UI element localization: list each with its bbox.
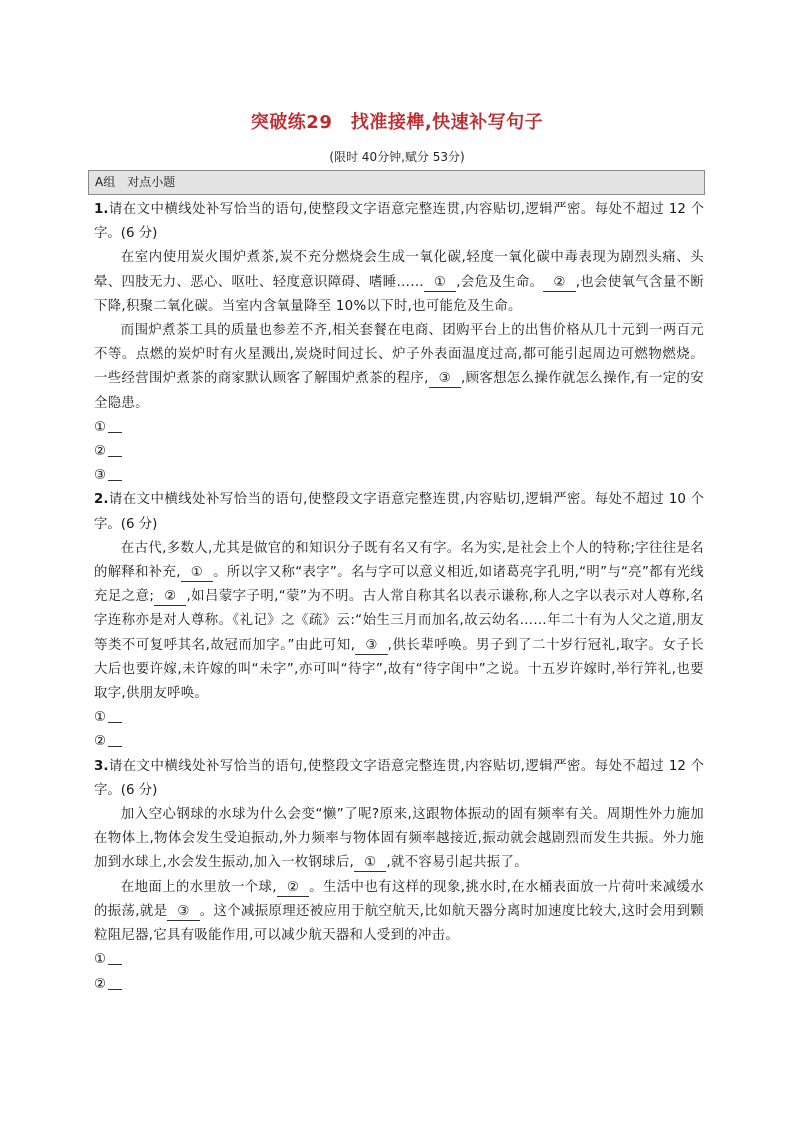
- answer-label: ①: [94, 419, 107, 435]
- answer-label: ①: [94, 710, 107, 726]
- fill-blank: ②: [277, 879, 309, 897]
- answer-underline: [108, 975, 122, 990]
- question-number: 3.: [94, 758, 109, 774]
- answer-underline: [108, 732, 122, 747]
- fill-blank: ②: [154, 588, 186, 606]
- question-number: 1.: [94, 202, 109, 217]
- passage-text: ,会危及生命。: [456, 274, 544, 290]
- passage-text: 。这个减振原理还被应用于航空航天,比如航天器分离时加速度比较大,这时会用到颗粒阻尼器,它具有吸能作用,可以减少航天器和人受到的冲击。: [94, 903, 704, 944]
- question-block: [94, 755, 704, 997]
- question-block: [94, 488, 704, 754]
- question-number: 2.: [94, 492, 109, 508]
- page-title: 突破练29 找准接榫,快速补写句子: [250, 112, 544, 133]
- question-list: [94, 198, 704, 997]
- question-block: [94, 198, 704, 488]
- passage-text: 而围炉煮茶工具的质量也参差不齐,相关套餐在电商、团购平台上的出售价格从几十元到一两百元不等。点燃的炭炉时有火星溅出,炭烧时间过长、炉子外表面温度过高,都可能引起周边可燃物燃烧。一些经营围炉煮茶的商家默认顾客了解围炉煮茶的程序,: [94, 323, 704, 387]
- fill-blank: ①: [354, 854, 386, 872]
- passage-text: ,供长辈呼唤。男子到了二十岁行冠礼,取字。女子长大后也要许嫁,未许嫁的叫“未字”,亦可叫“待字”,故有“待字闺中”之说。十五岁许嫁时,举行笄礼,也要取字,供朋友呼唤。: [94, 637, 704, 702]
- answer-label: ②: [94, 734, 107, 750]
- answer-underline: [108, 708, 122, 723]
- answer-label: ②: [94, 976, 107, 992]
- answer-underline: [108, 418, 122, 433]
- passage-text: ,如吕蒙字子明,“蒙”为不明。古人常自称其名以表示谦称,称人之字以表示对人尊称,名字连称亦是对人尊称。《礼记》之《疏》云:“始生三月而加名,故云幼名……年二十有为人父之道,朋友等类不可复呼其名,故冠而加字。”由此可知,: [94, 589, 704, 653]
- passage-text: 。生活中也有这样的现象,挑水时,在水桶表面放一片荷叶来减缓水的振荡,就是: [94, 879, 705, 919]
- passage-text: 在地面上的水里放一个球,: [120, 879, 277, 895]
- passage-text: 在古代,多数人,尤其是做官的和知识分子既有名又有字。名为实,是社会上个人的特称;字往往是名的解释和补充,: [94, 540, 704, 581]
- question-prompt: [94, 198, 704, 246]
- passage-paragraph: [94, 246, 704, 319]
- passage-text: 在室内使用炭火围炉煮茶,炭不充分燃烧会生成一氧化碳,轻度一氧化碳中毒表现为剧烈头痛、头晕、四肢无力、恶心、呕吐、轻度意识障碍、嗜睡……: [94, 250, 704, 290]
- passage-paragraph: [94, 537, 704, 706]
- passage-text: ,顾客想怎么操作就怎么操作,有一定的安全隐患。: [94, 371, 704, 411]
- time-limit-note: (限时 40分钟,赋分 53分): [329, 150, 465, 164]
- answer-line: [94, 440, 704, 464]
- question-instruction: 请在文中横线处补写恰当的语句,使整段文字语意完整连贯,内容贴切,逻辑严密。每处不超过 12 个字。(6 分): [94, 758, 704, 798]
- fill-blank: ③: [167, 903, 199, 921]
- passage-text: ,也会使氧气含量不断下降,积聚二氧化碳。当室内含氧量降至 10%以下时,也可能危及生命。: [94, 274, 705, 314]
- answer-line: [94, 973, 704, 997]
- passage-text: 加入空心钢球的水球为什么会变“懒”了呢?原来,这跟物体振动的固有频率有关。周期性外力施加在物体上,物体会发生受迫振动,外力频率与物体固有频率越接近,振动就会越剧烈而发生共振。外力施加到水球上,水会发生振动,加入一枚钢球后,: [94, 807, 704, 871]
- question-prompt: [94, 488, 704, 536]
- answer-line: [94, 416, 704, 440]
- answer-underline: [108, 950, 122, 965]
- answer-line: [94, 730, 704, 754]
- passage-paragraph: [94, 876, 704, 949]
- answer-line: [94, 464, 704, 488]
- passage-text: ,就不容易引起共振了。: [386, 855, 528, 871]
- question-instruction: 请在文中横线处补写恰当的语句,使整段文字语意完整连贯,内容贴切,逻辑严密。每处不超过 12 个字。(6 分): [94, 202, 704, 242]
- answer-line: [94, 948, 704, 972]
- question-prompt: [94, 755, 704, 803]
- fill-blank: ①: [424, 274, 456, 292]
- fill-blank: ③: [429, 370, 461, 388]
- question-instruction: 请在文中横线处补写恰当的语句,使整段文字语意完整连贯,内容贴切,逻辑严密。每处不超过 10 个字。(6 分): [94, 492, 704, 532]
- answer-underline: [108, 442, 122, 457]
- answer-label: ③: [94, 468, 107, 484]
- answer-line: [94, 706, 704, 730]
- passage-paragraph: [94, 803, 704, 876]
- answer-label: ②: [94, 444, 107, 460]
- answer-label: ①: [94, 952, 107, 968]
- fill-blank: ③: [355, 637, 387, 655]
- passage-text: 。所以字又称“表字”。名与字可以意义相近,如诸葛亮字孔明,“明”与“亮”都有光线充足之意;: [94, 565, 704, 605]
- fill-blank: ①: [181, 564, 213, 582]
- fill-blank: ②: [543, 274, 575, 292]
- passage-paragraph: [94, 319, 704, 416]
- answer-underline: [108, 466, 122, 481]
- group-header: A组 对点小题: [88, 170, 705, 195]
